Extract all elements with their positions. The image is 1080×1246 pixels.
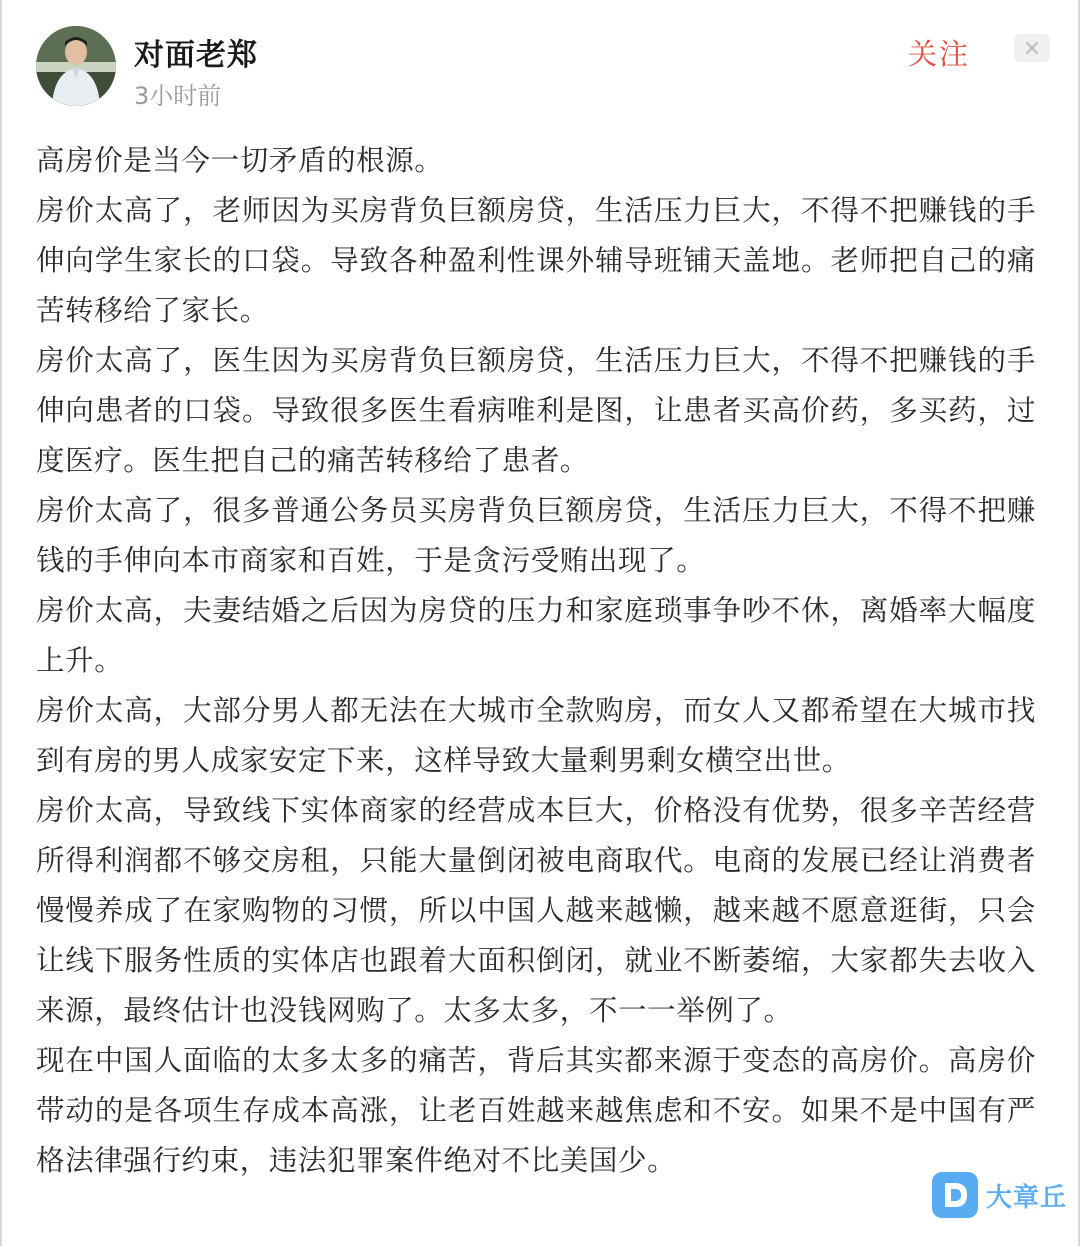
post-paragraph: 房价太高，夫妻结婚之后因为房贷的压力和家庭琐事争吵不休，离婚率大幅度上升。 (36, 594, 1036, 677)
avatar[interactable] (36, 26, 116, 106)
watermark (932, 1170, 1078, 1220)
follow-button[interactable]: 关注 (908, 37, 971, 71)
close-button[interactable] (1014, 34, 1050, 62)
post-paragraph: 房价太高了，老师因为买房背负巨额房贷，生活压力巨大，不得不把赚钱的手伸向学生家长的口袋。导致各种盈利性课外辅导班铺天盖地。老师把自己的痛苦转移给了家长。 (36, 194, 1036, 327)
close-icon (1024, 40, 1040, 56)
avatar-portrait-icon (36, 26, 116, 106)
post-body (36, 136, 1036, 1186)
watermark-logo-icon (932, 1172, 978, 1218)
author-name[interactable]: 对面老郑 (134, 38, 258, 73)
post-paragraph: 房价太高，大部分男人都无法在大城市全款购房，而女人又都希望在大城市找到有房的男人成家安定下来，这样导致大量剩男剩女横空出世。 (36, 694, 1036, 777)
post-paragraph: 现在中国人面临的太多太多的痛苦，背后其实都来源于变态的高房价。高房价带动的是各项生存成本高涨，让老百姓越来越焦虑和不安。如果不是中国有严格法律强行约束，违法犯罪案件绝对不比美国少。 (36, 1044, 1036, 1177)
post-time: 3小时前 (134, 82, 222, 110)
watermark-text: 大章丘 (986, 1182, 1068, 1213)
post-paragraph: 房价太高，导致线下实体商家的经营成本巨大，价格没有优势，很多辛苦经营所得利润都不够交房租，只能大量倒闭被电商取代。电商的发展已经让消费者慢慢养成了在家购物的习惯，所以中国人越来越懒，越来越不愿意逛街，只会让线下服务性质的实体店也跟着大面积倒闭，就业不断萎缩，大家都失去收入来源，最终估计也没钱网购了。太多太多，不一一举例了。 (36, 794, 1036, 1027)
post-header (36, 26, 1056, 110)
post-paragraph: 高房价是当今一切矛盾的根源。 (36, 144, 444, 177)
post-paragraph: 房价太高了，医生因为买房背负巨额房贷，生活压力巨大，不得不把赚钱的手伸向患者的口袋。导致很多医生看病唯利是图，让患者买高价药，多买药，过度医疗。医生把自己的痛苦转移给了患者。 (36, 344, 1036, 477)
post-paragraph: 房价太高了，很多普通公务员买房背负巨额房贷，生活压力巨大，不得不把赚钱的手伸向本市商家和百姓，于是贪污受贿出现了。 (36, 494, 1036, 577)
